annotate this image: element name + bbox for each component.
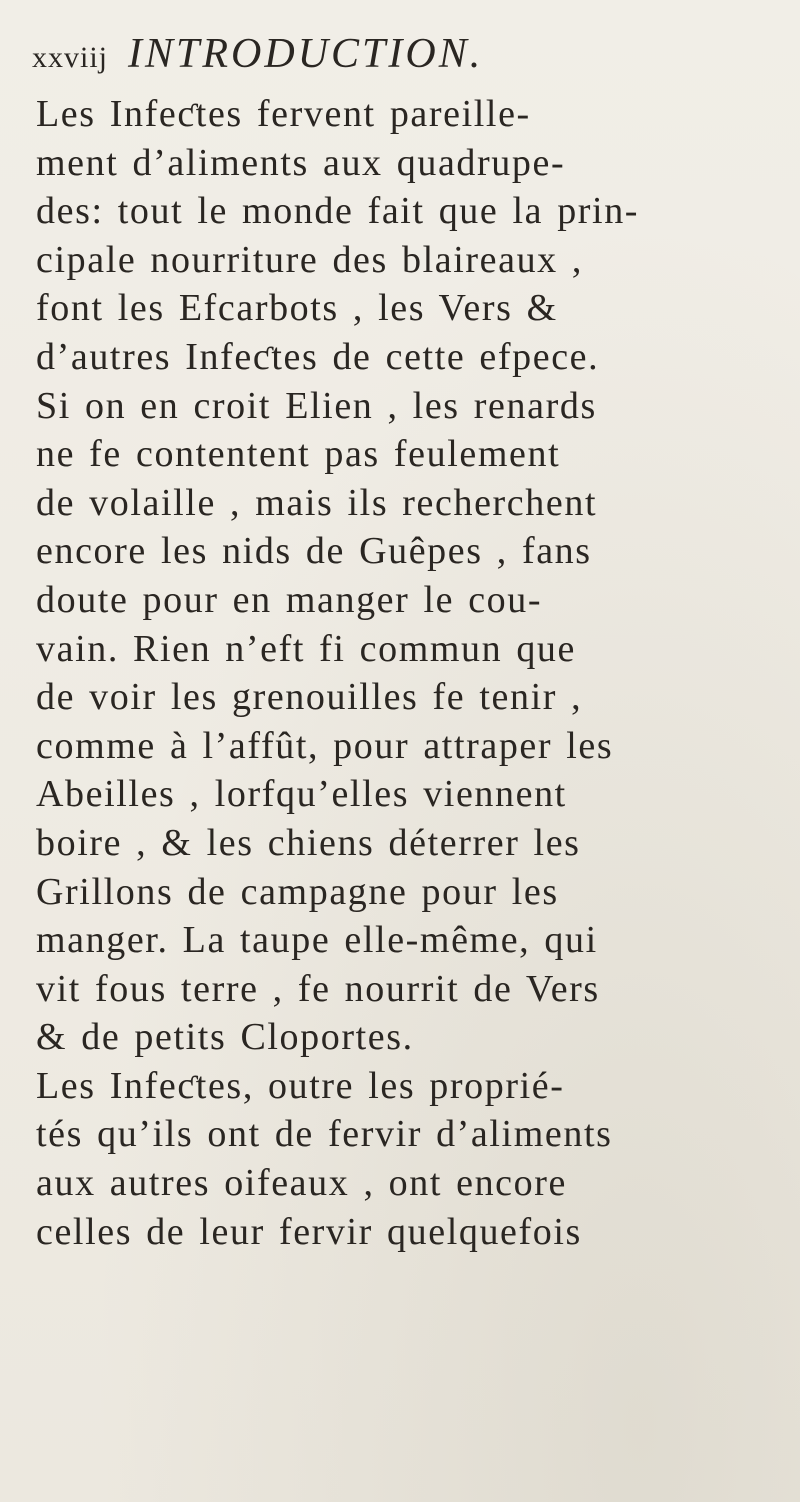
text-line: & de petits Cloportes. (36, 1016, 414, 1059)
text-line: doute pour en manger le cou- (36, 578, 543, 621)
text-line: ment d’aliments aux quadrupe- (36, 141, 566, 184)
text-line: font les Efcarbots , les Vers & (36, 287, 558, 330)
text-line: d’autres Infeƈtes de cette efpece. (36, 335, 600, 378)
text-line: encore les nids de Guêpes , fans (36, 530, 592, 573)
text-line: Abeilles , lorfqu’elles viennent (36, 773, 567, 816)
text-line: vain. Rien n’eft fi commun que (36, 627, 576, 670)
text-line: de voir les grenouilles fe tenir , (36, 676, 583, 719)
text-line: des: tout le monde fait que la prin- (36, 190, 640, 233)
text-line: cipale nourriture des blaireaux , (36, 238, 583, 281)
text-line: aux autres oifeaux , ont encore (36, 1162, 567, 1205)
text-line: de volaille , mais ils recherchent (36, 481, 598, 524)
text-line: boire , & les chiens déterrer les (36, 821, 581, 864)
text-line: comme à l’affût, pour attraper les (36, 724, 614, 767)
text-line: Si on en croit Elien , les renards (36, 384, 597, 427)
folio-number: xxviij (32, 41, 109, 74)
body-text (36, 90, 786, 1256)
running-title: INTRODUCTION. (128, 31, 484, 77)
text-line: celles de leur fervir quelquefois (36, 1210, 582, 1253)
text-line: manger. La taupe elle-même, qui (36, 919, 598, 962)
text-line: ne fe contentent pas feulement (36, 433, 561, 476)
text-line: vit fous terre , fe nourrit de Vers (36, 967, 600, 1010)
text-line: tés qu’ils ont de fervir d’aliments (36, 1113, 613, 1156)
text-line: Les Infeƈtes fervent pareille- (36, 93, 531, 135)
text-line: Les Infeƈtes, outre les proprié- (36, 1064, 565, 1107)
page-header (32, 30, 483, 90)
text-line: Grillons de campagne pour les (36, 870, 559, 913)
